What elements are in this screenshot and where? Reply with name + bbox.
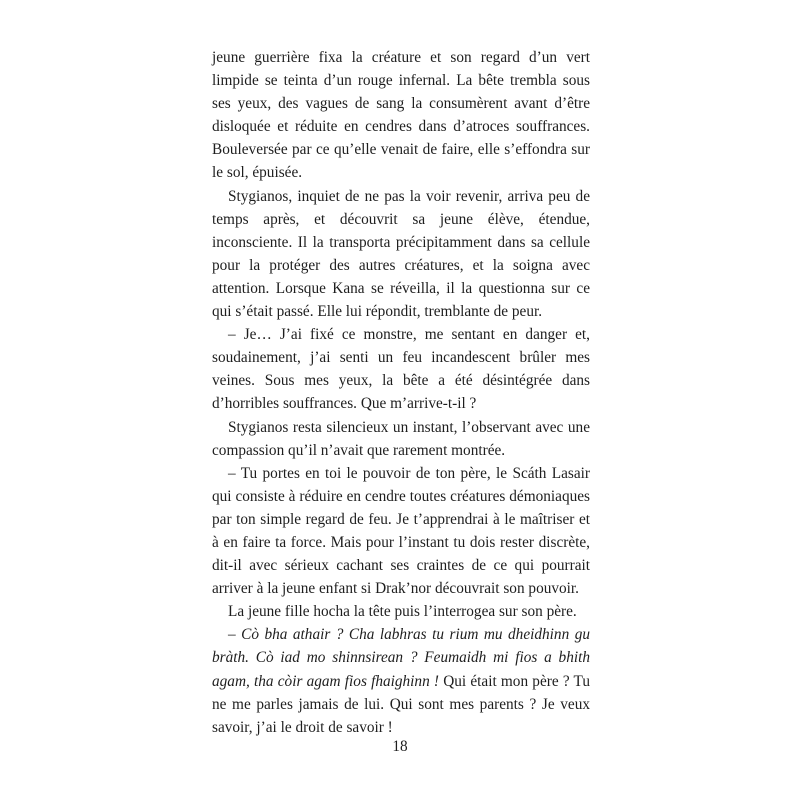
french-dialogue: Qui était mon père ? Tu ne me parles jamais de lui. Qui sont mes parents ? Je veux savoir, j’ai le droit de savoir ! [212, 672, 590, 736]
page-number: 18 [392, 738, 408, 755]
body-text [212, 46, 590, 739]
paragraph-6: La jeune fille hocha la tête puis l’interrogea sur son père. [228, 603, 577, 621]
paragraph-2: Stygianos, inquiet de ne pas la voir revenir, arriva peu de temps après, et découvrit sa jeune élève, étendue, inconsciente. Il la transporta précipitamment dans sa cellule pour la protéger des autres créatures, et la soigna avec attention. Lorsque Kana se réveilla, il la questionna sur ce qui s’était passé. Elle lui répondit, tremblante de peur. [212, 187, 590, 321]
paragraph-4: Stygianos resta silencieux un instant, l’observant avec une compassion qu’il n’avait que rarement montrée. [212, 418, 590, 459]
paragraph-3: – Je… J’ai fixé ce monstre, me sentant en danger et, soudainement, j’ai senti un feu incandescent brûler mes veines. Sous mes yeux, la bête a été désintégrée dans d’horribles souffrances. Que m’arrive-t-il ? [212, 326, 590, 413]
paragraph-5: – Tu portes en toi le pouvoir de ton père, le Scáth Lasair qui consiste à réduire en cendre toutes créatures démoniaques par ton simple regard de feu. Je t’apprendrai à le maîtriser et à en faire ta force. Mais pour l’instant tu dois rester discrète, dit-il avec sérieux cachant ses craintes de ce qui pourrait arriver à la jeune enfant si Drak’nor découvrait son pouvoir. [212, 464, 590, 598]
gaelic-dialogue: Cò bha athair ? Cha labhras tu rium mu dheidhinn gu bràth. Cò iad mo shinnsirean ? Feumaidh mi fios a bhith agam, tha còir agam fios fhaighinn ! [212, 626, 590, 690]
paragraph-7 [212, 623, 590, 738]
paragraph-1: jeune guerrière fixa la créature et son regard d’un vert limpide se teinta d’un rouge infernal. La bête trembla sous ses yeux, des vagues de sang la consumèrent avant d’être disloquée et réduite en cendres dans d’atroces souffrances. Bouleversée par ce qu’elle venait de faire, elle s’effondra sur le sol, épuisée. [212, 49, 590, 182]
dialogue-dash: – [228, 626, 242, 644]
